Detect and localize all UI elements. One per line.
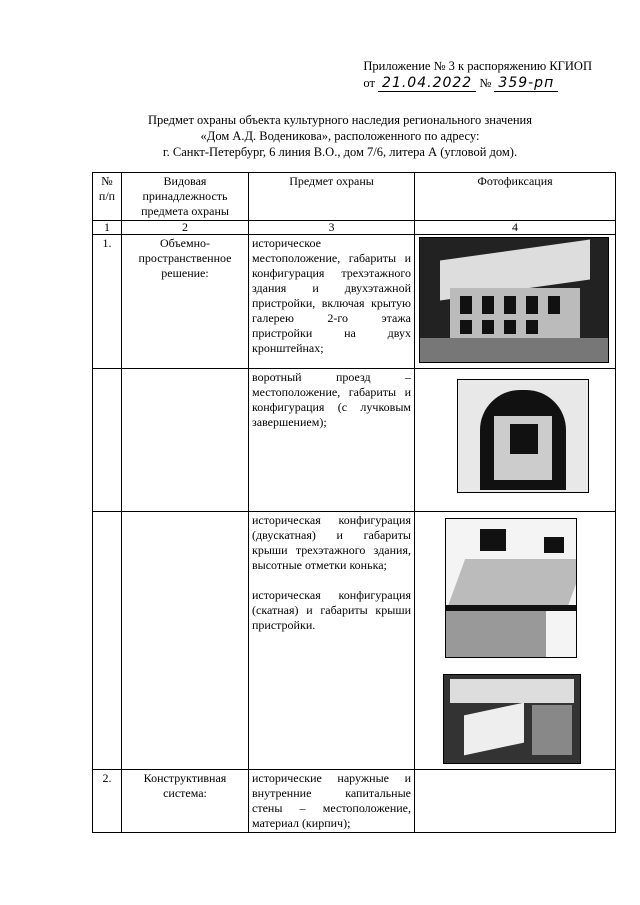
- appendix-date-line: [363, 75, 592, 92]
- photo-cell: [415, 235, 616, 369]
- row-kind: Объемно-пространственное решение:: [122, 235, 249, 369]
- table-row: [93, 369, 616, 512]
- building-facade-photo: [419, 237, 609, 363]
- col-number: 2: [122, 221, 249, 235]
- title-line-1: Предмет охраны объекта культурного наследия регионального значения: [147, 113, 532, 127]
- header-subject: Предмет охраны: [249, 173, 415, 221]
- photo-cell: [415, 512, 616, 770]
- table-row: [93, 512, 616, 770]
- col-number: 1: [93, 221, 122, 235]
- number-label: №: [479, 76, 492, 90]
- appendix-header: [363, 58, 592, 92]
- row-number: 1.: [93, 235, 122, 369]
- row-item: исторические наружные и внутренние капитальные стены – местоположение, материал (кирпич);: [249, 770, 415, 833]
- title-line-3: г. Санкт-Петербург, 6 линия В.О., дом 7/6, литера А (угловой дом).: [162, 145, 518, 159]
- header-kind: Видовая принадлежность предмета охраны: [122, 173, 249, 221]
- order-number: 359-рп: [494, 75, 558, 92]
- col-number: 3: [249, 221, 415, 235]
- photo-cell: [415, 369, 616, 512]
- document-title: [80, 112, 600, 160]
- row-number: 2.: [93, 770, 122, 833]
- table-row: [93, 235, 616, 369]
- row-item: историческое местоположение, габариты и конфигурация трехэтажного здания и двухэтажной пристройки, включая крытую галерею 2-го этажа пристройки на двух кронштейнах;: [249, 235, 415, 369]
- order-date: 21.04.2022: [378, 75, 476, 92]
- title-line-2: «Дом А.Д. Воденикова», расположенного по адресу:: [200, 129, 480, 143]
- row-item-group: [249, 512, 415, 770]
- protection-table: [92, 172, 616, 833]
- photo-cell-empty: [415, 770, 616, 833]
- extension-roof-photo: [443, 674, 581, 764]
- from-label: от: [363, 76, 375, 90]
- row-item: воротный проезд – местоположение, габариты и конфигурация (с лучковым завершением);: [249, 369, 415, 512]
- roof-photo: [445, 518, 577, 658]
- appendix-line: Приложение № 3 к распоряжению КГИОП: [363, 59, 592, 73]
- row-item: историческая конфигурация (скатная) и габариты крыши пристройки.: [252, 588, 411, 632]
- row-kind: Конструктивная система:: [122, 770, 249, 833]
- header-photo: Фотофиксация: [415, 173, 616, 221]
- row-item: историческая конфигурация (двускатная) и габариты крыши трехэтажного здания, высотные отметки конька;: [252, 513, 411, 572]
- table-numbering-row: [93, 221, 616, 235]
- table-row: [93, 770, 616, 833]
- header-num: № п/п: [93, 173, 122, 221]
- col-number: 4: [415, 221, 616, 235]
- table-header-row: [93, 173, 616, 221]
- gateway-photo: [457, 379, 589, 493]
